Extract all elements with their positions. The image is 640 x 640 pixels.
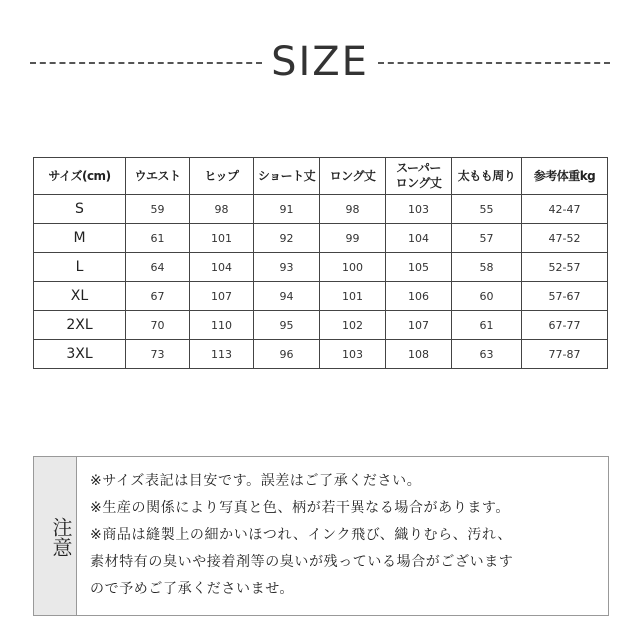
table-cell: 60	[452, 282, 522, 311]
table-cell: 92	[254, 224, 320, 253]
table-cell: 61	[126, 224, 190, 253]
table-cell: 61	[452, 311, 522, 340]
column-header: ショート丈	[254, 158, 320, 195]
title-row	[0, 38, 640, 88]
table-row	[34, 253, 608, 282]
notice-box	[33, 456, 609, 616]
notice-line: ※サイズ表記は目安です。誤差はご了承ください。	[90, 473, 422, 489]
table-cell: 59	[126, 195, 190, 224]
table-cell: L	[34, 253, 126, 282]
title-dashed-line-right	[378, 62, 610, 64]
table-row	[34, 195, 608, 224]
table-cell: 105	[386, 253, 452, 282]
table-cell: 2XL	[34, 311, 126, 340]
table-cell: XL	[34, 282, 126, 311]
table-cell: 67-77	[522, 311, 608, 340]
table-cell: 107	[386, 311, 452, 340]
column-header: 参考体重kg	[522, 158, 608, 195]
table-cell: 95	[254, 311, 320, 340]
table-cell: 73	[126, 340, 190, 369]
table-cell: 94	[254, 282, 320, 311]
table-cell: 57	[452, 224, 522, 253]
table-cell: 70	[126, 311, 190, 340]
table-cell: 104	[386, 224, 452, 253]
table-cell: 64	[126, 253, 190, 282]
table-cell: 93	[254, 253, 320, 282]
table-cell: 3XL	[34, 340, 126, 369]
table-cell: S	[34, 195, 126, 224]
table-cell: 67	[126, 282, 190, 311]
column-header: スーパー ロング丈	[386, 158, 452, 195]
notice-line: ので予めご了承くださいませ。	[90, 581, 294, 597]
table-cell: M	[34, 224, 126, 253]
table-cell: 101	[190, 224, 254, 253]
table-cell: 57-67	[522, 282, 608, 311]
table-cell: 96	[254, 340, 320, 369]
notice-label: 注意	[49, 517, 73, 557]
table-cell: 101	[320, 282, 386, 311]
page-title: SIZE	[271, 39, 369, 85]
title-dashed-line-left	[30, 62, 262, 64]
table-row	[34, 224, 608, 253]
table-cell: 98	[190, 195, 254, 224]
notice-line: ※生産の関係により写真と色、柄が若干異なる場合があります。	[90, 500, 511, 516]
table-cell: 113	[190, 340, 254, 369]
table-cell: 107	[190, 282, 254, 311]
table-cell: 106	[386, 282, 452, 311]
table-cell: 98	[320, 195, 386, 224]
table-cell: 63	[452, 340, 522, 369]
column-header: ロング丈	[320, 158, 386, 195]
notice-line: 素材特有の臭いや接着剤等の臭いが残っている場合がございます	[90, 554, 514, 570]
notice-line: ※商品は縫製上の細かいほつれ、インク飛び、織りむら、汚れ、	[90, 527, 512, 543]
notice-label-panel	[34, 457, 77, 615]
column-header: ヒップ	[190, 158, 254, 195]
table-cell: 100	[320, 253, 386, 282]
table-cell: 42-47	[522, 195, 608, 224]
table-cell: 55	[452, 195, 522, 224]
table-row	[34, 282, 608, 311]
notice-text	[90, 468, 600, 603]
table-cell: 58	[452, 253, 522, 282]
table-cell: 108	[386, 340, 452, 369]
column-header: ウエスト	[126, 158, 190, 195]
table-row	[34, 340, 608, 369]
table-cell: 77-87	[522, 340, 608, 369]
table-cell: 103	[386, 195, 452, 224]
column-header: 太もも周り	[452, 158, 522, 195]
table-cell: 102	[320, 311, 386, 340]
table-cell: 52-57	[522, 253, 608, 282]
table-header-row	[34, 158, 608, 195]
table-cell: 110	[190, 311, 254, 340]
table-cell: 91	[254, 195, 320, 224]
table-cell: 47-52	[522, 224, 608, 253]
table-cell: 104	[190, 253, 254, 282]
table-row	[34, 311, 608, 340]
column-header: サイズ(cm)	[34, 158, 126, 195]
table-cell: 103	[320, 340, 386, 369]
table-cell: 99	[320, 224, 386, 253]
size-table	[33, 157, 608, 369]
